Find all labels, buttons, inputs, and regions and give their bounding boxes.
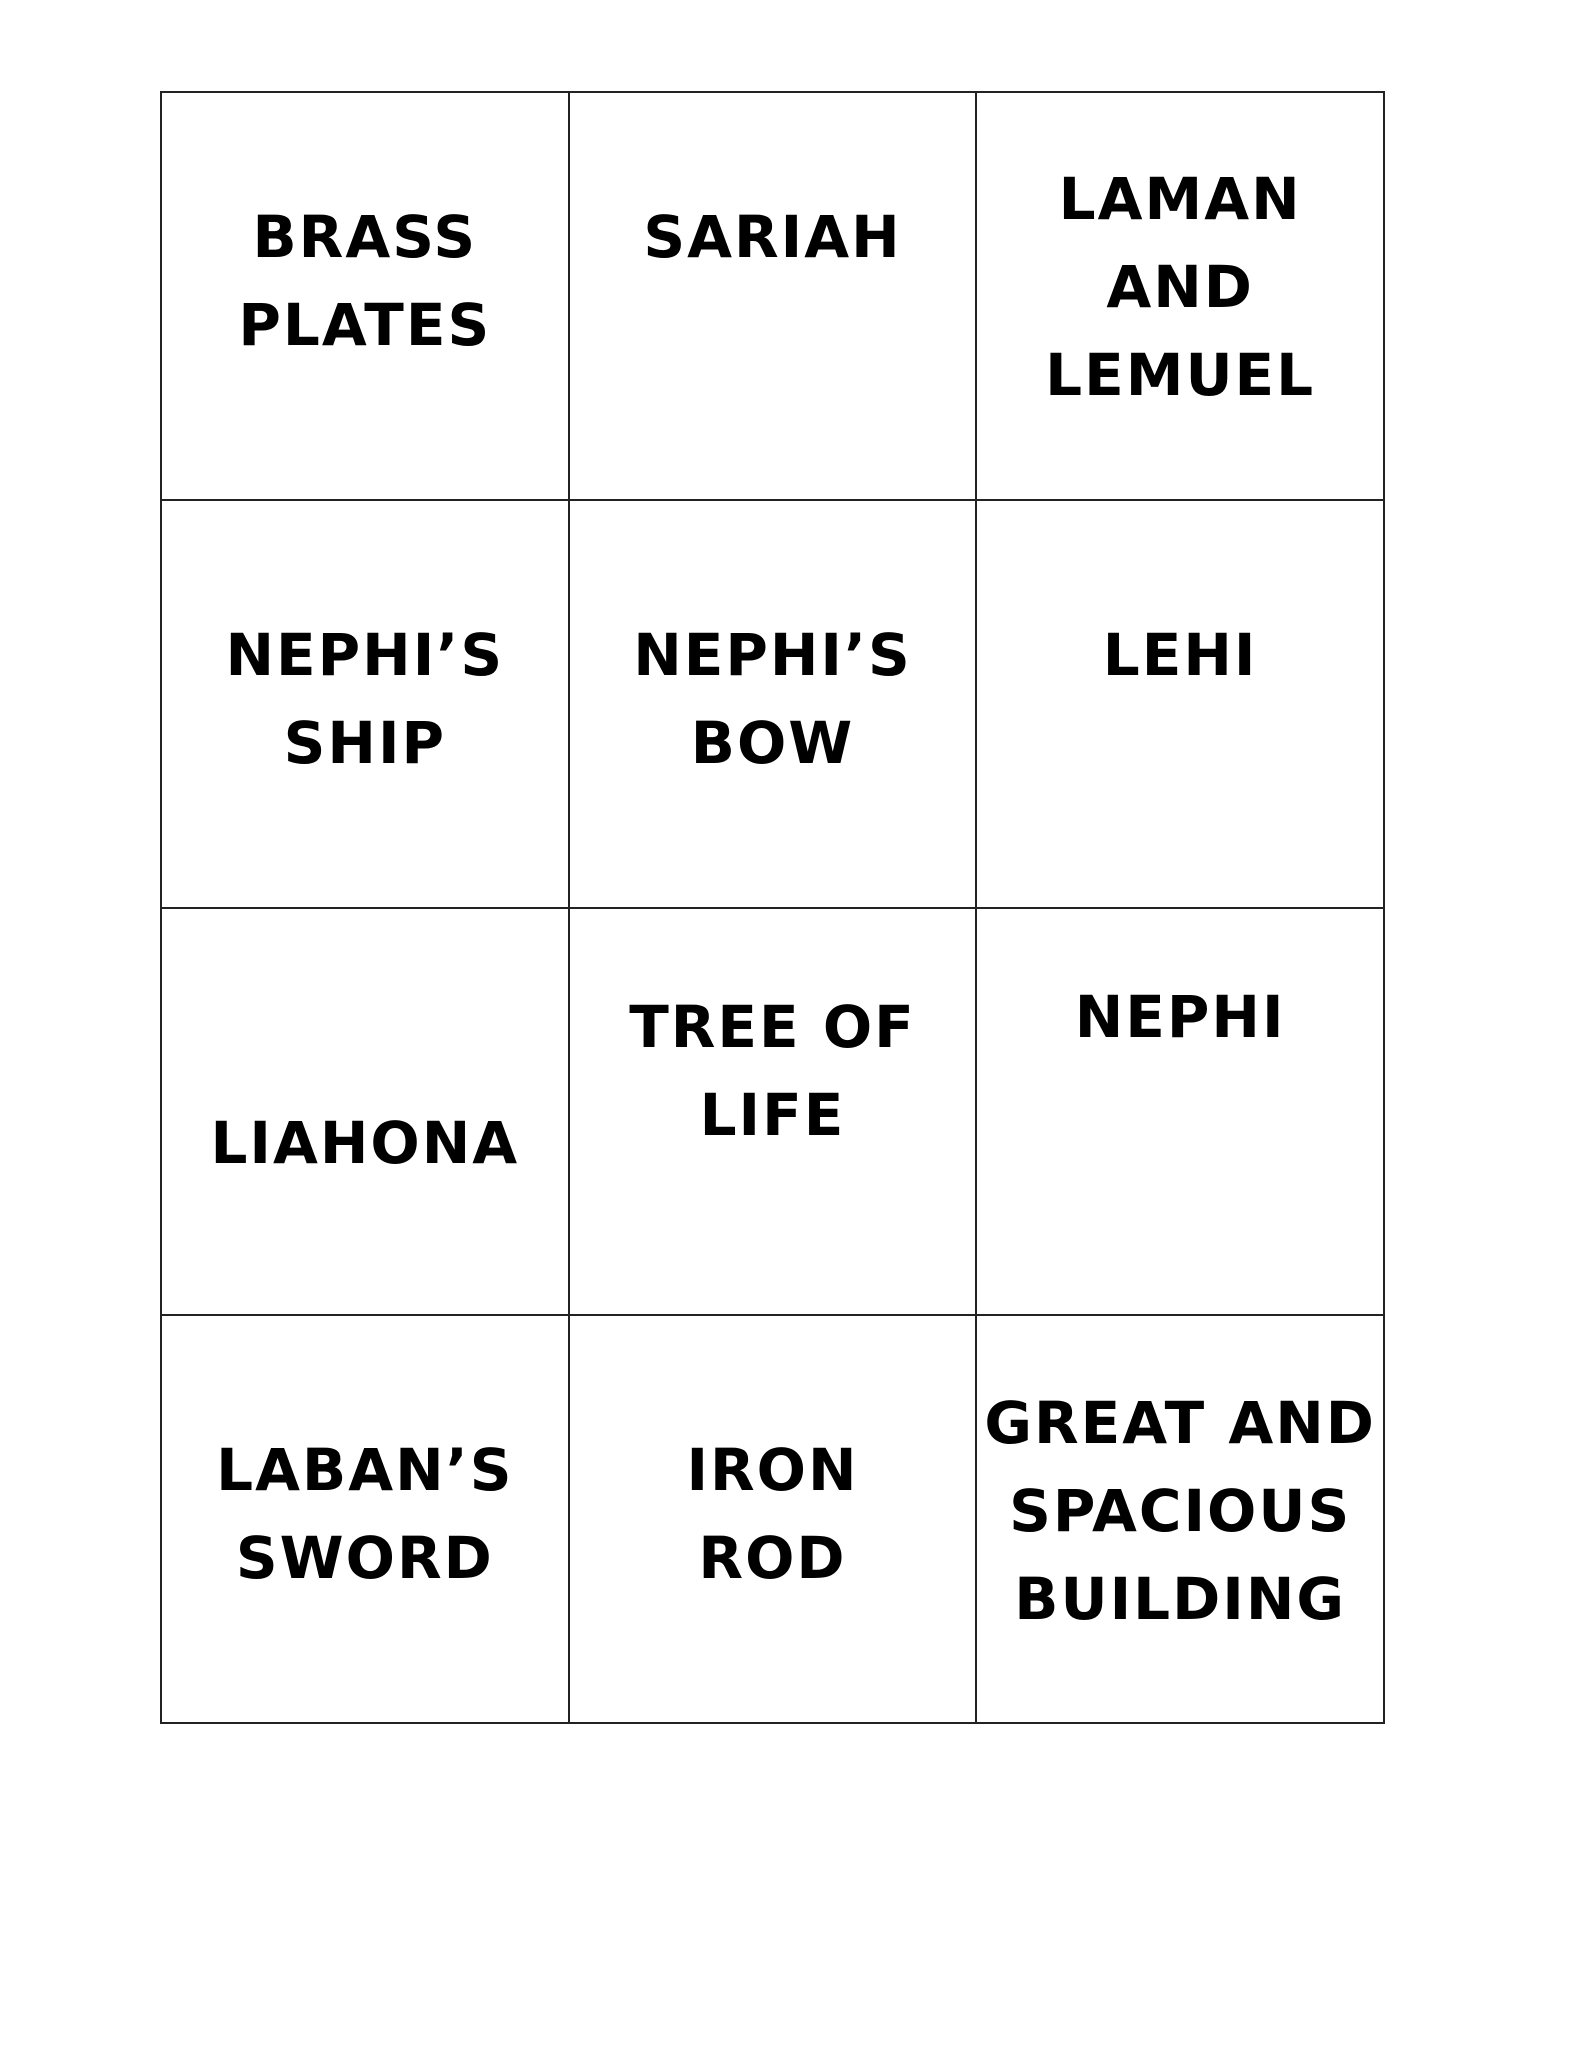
card-brass-plates [161,92,569,500]
card-label: SARIAH [643,203,902,271]
card-label: NEPHI’S SHIP [225,620,505,777]
card-label: IRON ROD [686,1436,859,1593]
card-label: NEPHI’S BOW [633,620,912,777]
card-label: LABAN’S SWORD [216,1436,514,1593]
card-great-and-spacious-building [976,1315,1384,1723]
card-label: NEPHI [1074,982,1286,1051]
card-nephi [976,908,1384,1316]
card-labans-sword [161,1315,569,1723]
card-label: GREAT AND SPACIOUS BUILDING [984,1389,1376,1634]
card-label: LIAHONA [210,1108,520,1177]
card-laman-and-lemuel [976,92,1384,500]
card-tree-of-life [569,908,977,1316]
card-nephis-bow [569,500,977,908]
card-sariah [569,92,977,500]
card-lehi [976,500,1384,908]
card-label: BRASS PLATES [238,203,492,359]
card-grid [160,91,1385,1724]
card-label: LAMAN AND LEMUEL [1045,165,1316,409]
card-label: LEHI [1102,620,1258,689]
card-iron-rod [569,1315,977,1723]
card-nephis-ship [161,500,569,908]
card-liahona [161,908,569,1316]
card-label: TREE OF LIFE [629,992,916,1149]
